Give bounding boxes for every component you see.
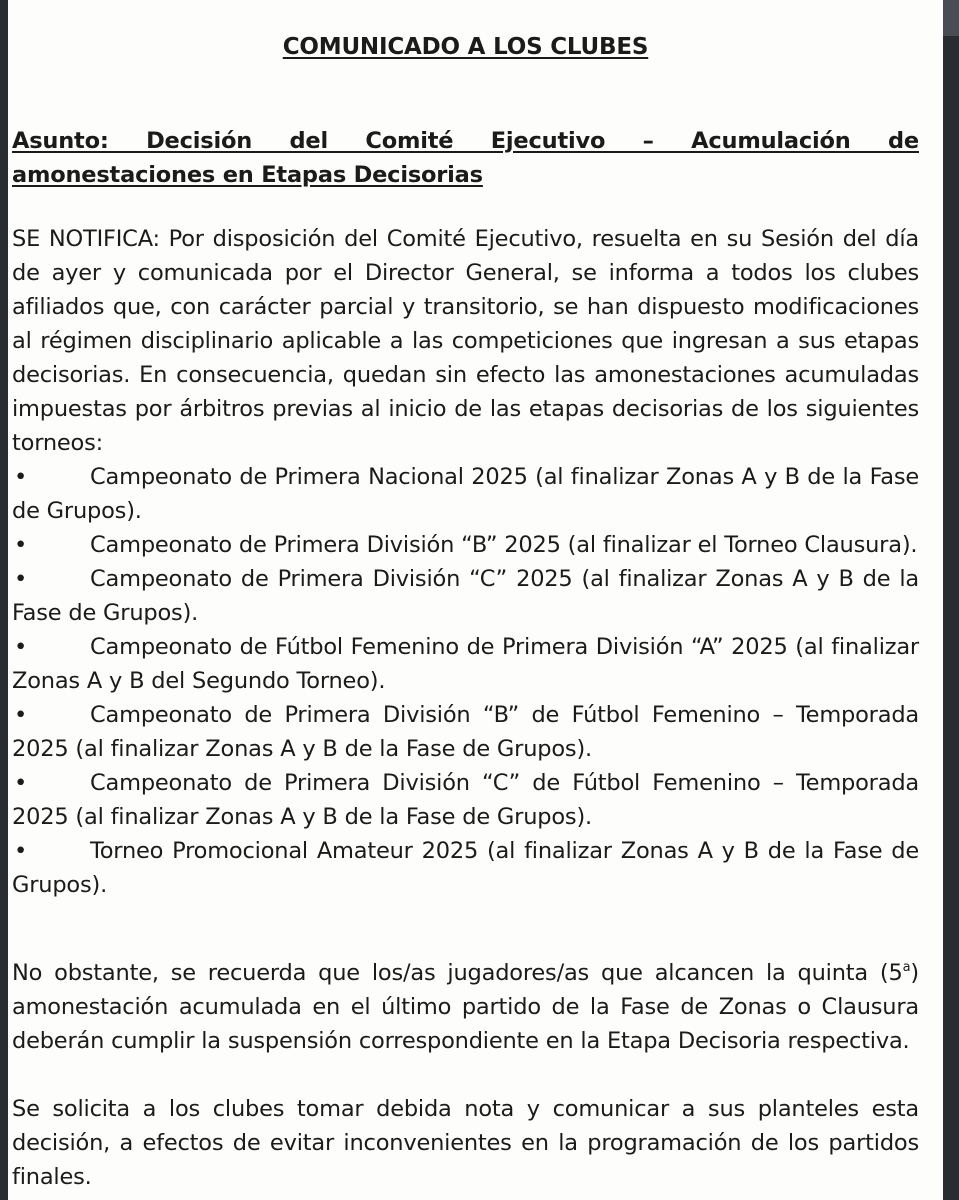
bullet-icon: • [14, 702, 28, 728]
document-title: COMUNICADO A LOS CLUBES [282, 34, 649, 60]
closing-paragraph [12, 956, 919, 1058]
closing-text-part-2: ) amonestación acumulada en el último partido de la Fase de Zonas o Clausura deberán cumplir la suspensión correspondiente en la Etapa Decisoria respectiva. [12, 960, 919, 1054]
subject-line-2: amonestaciones en Etapas Decisorias [12, 162, 483, 188]
list-item-text: Torneo Promocional Amateur 2025 (al finalizar Zonas A y B de la Fase de Grupos). [12, 838, 919, 898]
subject-line-1: Asunto: Decisión del Comité Ejecutivo – Acumulación de [12, 128, 919, 154]
bullet-icon: • [14, 770, 28, 796]
scrollbar-thumb[interactable] [943, 0, 959, 36]
notice-paragraph: SE NOTIFICA: Por disposición del Comité Ejecutivo, resuelta en su Sesión del día de ayer y comunicada por el Director General, se informa a todos los clubes afiliados que, con carácter parcial y transitorio, se han dispuesto modificaciones al régimen disciplinario aplicable a las competiciones que ingresan a sus etapas decisorias. En consecuencia, quedan sin efecto las amonestaciones acumuladas impuestas por árbitros previas al inicio de las etapas decisorias de los siguientes torneos: [12, 226, 919, 456]
list-item-text: Campeonato de Primera División “C” de Fútbol Femenino – Temporada 2025 (al finalizar Zonas A y B de la Fase de Grupos). [12, 770, 919, 830]
tournament-list [12, 460, 919, 902]
list-item-text: Campeonato de Primera División “B” de Fútbol Femenino – Temporada 2025 (al finalizar Zonas A y B de la Fase de Grupos). [12, 702, 919, 762]
document-page[interactable] [8, 0, 943, 1200]
bullet-icon: • [14, 532, 28, 558]
closing-text-part-1: No obstante, se recuerda que los/as jugadores/as que alcancen la quinta (5 [12, 960, 903, 986]
list-item [12, 766, 919, 834]
bullet-icon: • [14, 838, 28, 864]
list-item [12, 698, 919, 766]
subject-heading [12, 124, 919, 192]
left-frame-border [0, 0, 8, 1200]
list-item [12, 630, 919, 698]
list-item [12, 562, 919, 630]
list-item-text: Campeonato de Primera Nacional 2025 (al finalizar Zonas A y B de la Fase de Grupos). [12, 464, 919, 524]
ordinal-superscript: a [902, 960, 911, 975]
bullet-icon: • [14, 634, 28, 660]
list-item [12, 460, 919, 528]
request-paragraph: Se solicita a los clubes tomar debida nota y comunicar a sus planteles esta decisión, a efectos de evitar inconvenientes en la programación de los partidos finales. [12, 1096, 919, 1190]
list-item [12, 528, 919, 562]
bullet-icon: • [14, 464, 28, 490]
scrollbar-track[interactable] [943, 0, 959, 1200]
bullet-icon: • [14, 566, 28, 592]
list-item-text: Campeonato de Fútbol Femenino de Primera División “A” 2025 (al finalizar Zonas A y B del Segundo Torneo). [12, 634, 919, 694]
list-item-text: Campeonato de Primera División “B” 2025 (al finalizar el Torneo Clausura). [90, 532, 918, 558]
list-item [12, 834, 919, 902]
list-item-text: Campeonato de Primera División “C” 2025 (al finalizar Zonas A y B de la Fase de Grupos). [12, 566, 919, 626]
